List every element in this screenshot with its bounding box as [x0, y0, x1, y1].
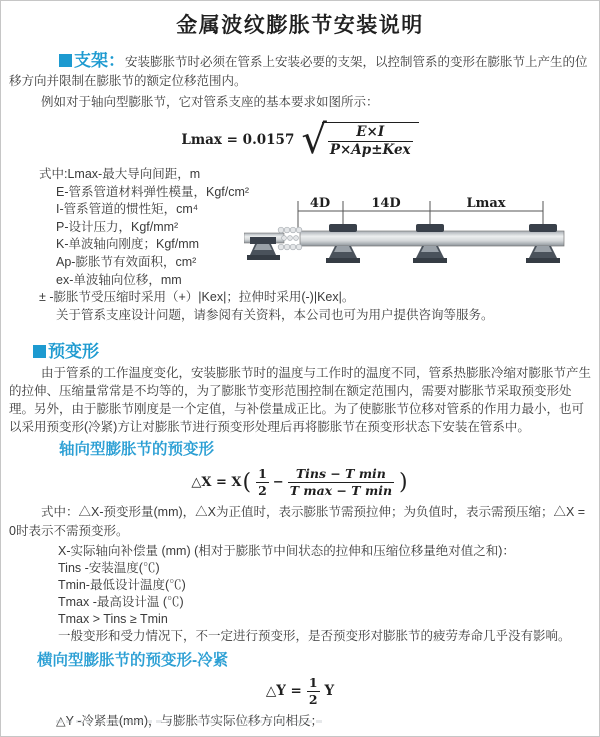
fraction-numerator: 1	[258, 466, 267, 482]
lateral-formula-rhs: Y	[324, 683, 335, 700]
anchor-support	[247, 237, 280, 260]
clipped-text-line	[56, 720, 326, 723]
definition-line: Tmin-最低设计温度(℃)	[58, 578, 186, 593]
lateral-formula	[1, 674, 599, 708]
definition-line: K-单波轴向刚度；Kgf/mm	[56, 237, 200, 252]
half-fraction	[307, 675, 320, 707]
axial-formula-lhs: △X = X	[191, 474, 242, 490]
close-paren: )	[399, 469, 408, 495]
definition-line: Tins -安装温度(℃)	[58, 561, 160, 576]
definition-line: E-管系管道材料弹性模量，Kgf/cm²	[56, 184, 250, 199]
predeform-heading-label: 预变形	[48, 342, 99, 362]
dimension-label-14d: 14D	[371, 196, 401, 211]
definition-line: Ap-膨胀节有效面积，cm²	[56, 254, 197, 269]
definition-line: Tmax -最高设计温 (℃)	[58, 595, 184, 610]
fraction-denominator: 2	[258, 482, 267, 498]
temperature-fraction	[288, 466, 394, 498]
main-pipe	[300, 231, 564, 246]
lmax-formula-lhs: Lmax = 0.0157	[181, 132, 295, 148]
dimension-label-4d: 4D	[309, 196, 331, 211]
definition-line: 式中:Lmax-最大导向间距，m	[39, 167, 201, 181]
lmax-numerator: E×I	[356, 123, 385, 140]
square-root	[301, 117, 418, 163]
predeform-paragraph: 由于管系的工作温度变化，安装膨胀节时的温度与工作时的温度不同，管系热膨胀冷缩对膨胀节产生的拉伸、压缩量常常是不均等的，为了膨胀节变形范围控制在额定范围内，需要对膨胀节采取预变形处理。另外，由于膨胀节刚度是一个定值，与补偿量成正比。为了使膨胀节位移对管系的作用力最小，也可以采用预变形(冷紧)方让对膨胀节进行预变形处理后再将膨胀节在预变形状态下安装在管系中。	[9, 366, 592, 435]
lmax-formula	[1, 118, 599, 162]
fraction-denominator: 2	[308, 691, 318, 707]
blue-square-icon	[59, 54, 72, 67]
definition-line: P-设计压力，Kgf/mm²	[56, 219, 179, 234]
definition-line: ex-单波轴向位移，mm	[56, 272, 182, 287]
axial-subheading: 轴向型膨胀节的预变形	[59, 441, 215, 459]
lmax-fraction	[328, 124, 413, 159]
blue-square-icon	[33, 345, 46, 358]
fraction-numerator: 1	[308, 675, 318, 691]
lmax-denominator: P×Ap±Kex	[329, 141, 411, 158]
pipe-support-diagram	[244, 193, 568, 289]
half-fraction	[256, 466, 269, 498]
support-section-heading	[59, 51, 125, 70]
plus-minus-rule-line: ± -膨胀节受压缩时采用（+）|Kex|；拉伸时采用(-)|Kex|。	[39, 290, 355, 305]
axial-formula	[1, 463, 599, 501]
radicand	[322, 122, 419, 159]
lateral-formula-lhs: △Y =	[265, 683, 302, 700]
definition-line: Tmax > Tins ≥ Tmin	[58, 612, 168, 627]
fraction-denominator: T max − T min	[289, 482, 393, 498]
page-title: 金属波纹膨胀节安装说明	[176, 14, 424, 37]
minus-sign: −	[272, 474, 284, 490]
open-paren: (	[242, 469, 252, 495]
dimension-label-lmax: Lmax	[466, 196, 506, 211]
lateral-subheading: 横向型膨胀节的预变形-冷紧	[37, 652, 229, 670]
note-line: 一般变形和受力情况下，不一定进行预变形，是否预变形对膨胀节的疲劳寿命几乎没有影响。	[58, 629, 571, 644]
predeform-section-heading	[33, 337, 599, 362]
radical-icon: √	[301, 117, 327, 163]
definition-line: I-管系管道的惯性矩，cm⁴	[56, 202, 199, 217]
axial-definitions	[1, 543, 599, 645]
fraction-numerator: Tins − T min	[295, 466, 386, 482]
consulting-note-line: 关于管系支座设计问题，请参阅有关资料，本公司也可为用户提供咨询等服务。	[56, 307, 494, 322]
bellows-icon	[278, 227, 302, 250]
axial-explain-line: 式中：△X-预变形量(mm)，△X为正值时，表示膨胀节需预拉伸；为负值时，表示需预压缩；△X = 0时表示不需预变形。	[9, 505, 586, 539]
support-intro-paragraph	[9, 51, 591, 91]
support-example-line: 例如对于轴向型膨胀节，它对管系支座的基本要求如图所示：	[41, 95, 379, 109]
support-heading-label: 支架：	[74, 51, 125, 70]
definition-line: X-实际轴向补偿量 (mm) (相对于膨胀节中间状态的拉伸和压缩位移量绝对值之和)：	[58, 544, 515, 559]
support-intro-text: 安装膨胀节时必须在管系上安装必要的支架，以控制管系的变形在膨胀节上产生的位移方向并限制在膨胀节的额定位移范围内。	[9, 55, 588, 88]
cold-tighten-line: △Y -冷紧量(mm)，与膨胀节实际位移方向相反；	[56, 714, 324, 729]
